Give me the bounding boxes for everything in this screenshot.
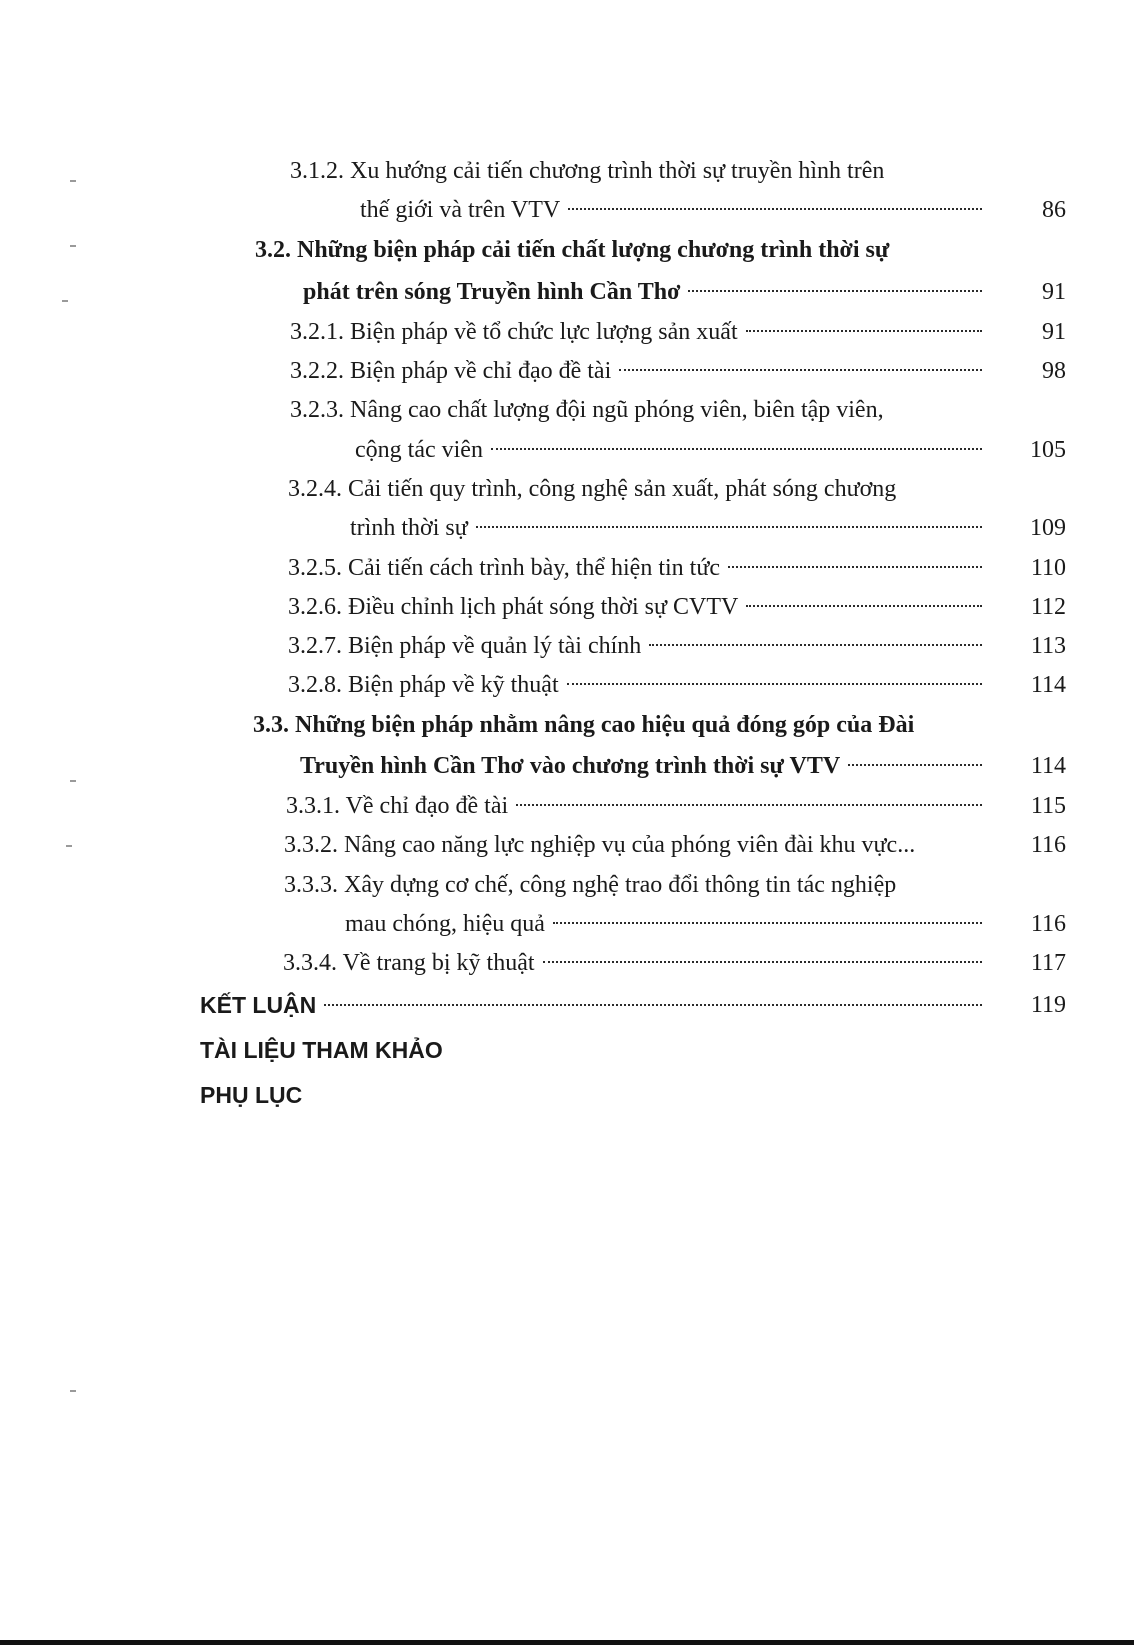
scan-mark [70,780,76,782]
toc-entry [0,351,1134,391]
toc-entry-title: cộng tác viên [355,437,483,463]
scan-mark [70,245,76,247]
toc-entry-title: 3.2.7. Biện pháp về quản lý tài chính [288,633,642,659]
toc-entry [0,943,1134,983]
dot-leader [553,921,982,924]
toc-entry [0,230,1134,270]
toc-page-number: 112 [1030,594,1066,620]
scan-mark [70,180,76,182]
toc-entry-title: Truyền hình Cần Thơ vào chương trình thời sự VTV [300,753,841,779]
toc-entry-title: 3.1.2. Xu hướng cải tiến chương trình thời sự truyền hình trên [290,158,885,184]
toc-entry [0,705,1134,745]
toc-page-number: 91 [1042,319,1066,345]
dot-leader [848,763,982,766]
toc-entry-title: PHỤ LỤC [200,1082,303,1108]
toc-entry [0,1075,1134,1115]
dot-leader [491,447,982,450]
toc-entry [0,469,1134,509]
toc-entry [0,390,1134,430]
toc-entry [0,587,1134,627]
toc-page-number: 115 [1030,793,1066,819]
toc-entry [0,746,1134,786]
toc-entry [0,1030,1134,1070]
toc-entry-title: mau chóng, hiệu quả [345,911,545,937]
toc-page-number: 119 [1030,992,1066,1018]
toc-page-number: 91 [1042,279,1066,305]
toc-entry-title: trình thời sự [350,515,468,541]
dot-leader [324,1003,982,1006]
toc-page-number: 116 [1030,832,1066,858]
dot-leader [543,960,982,963]
dot-leader [567,682,982,685]
toc-page-number: 98 [1042,358,1066,384]
toc-entry-title: 3.3.1. Về chỉ đạo đề tài [286,793,509,819]
scan-bottom-edge [0,1640,1134,1645]
toc-entry-title: 3.2.5. Cải tiến cách trình bày, thể hiện tin tức [288,555,720,581]
toc-page-number: 114 [1030,672,1066,698]
toc-entry-title: 3.2.8. Biện pháp về kỹ thuật [288,672,559,698]
toc-entry [0,508,1134,548]
dot-leader [746,604,982,607]
toc-page-number: 113 [1030,633,1066,659]
toc-entry-title: 3.2.6. Điều chỉnh lịch phát sóng thời sự CVTV [288,594,739,620]
toc-entry [0,430,1134,470]
toc-page-number: 116 [1030,911,1066,937]
toc-entry-title: 3.2.4. Cải tiến quy trình, công nghệ sản xuất, phát sóng chương [288,476,897,502]
toc-entry-title: 3.3.3. Xây dựng cơ chế, công nghệ trao đổi thông tin tác nghiệp [284,872,897,898]
toc-entry-title: 3.3.2. Nâng cao năng lực nghiệp vụ của phóng viên đài khu vực... [284,832,916,858]
dot-leader [649,643,982,646]
toc-entry [0,665,1134,705]
toc-page-number: 117 [1030,950,1066,976]
toc-entry [0,626,1134,666]
toc-entry-title: 3.2.2. Biện pháp về chỉ đạo đề tài [290,358,612,384]
toc-entry-title: 3.3.4. Về trang bị kỹ thuật [283,950,535,976]
toc-entry [0,190,1134,230]
toc-entry-title: 3.3. Những biện pháp nhằm nâng cao hiệu quả đóng góp của Đài [253,712,915,738]
toc-page-number: 105 [1030,437,1066,463]
toc-page-number: 114 [1030,753,1066,779]
toc-entry [0,151,1134,191]
toc-entry [0,786,1134,826]
toc-entry [0,272,1134,312]
dot-leader [688,289,982,292]
toc-entry-title: KẾT LUẬN [200,992,317,1018]
toc-page-number: 109 [1030,515,1066,541]
toc-entry-title: phát trên sóng Truyền hình Cần Thơ [303,279,681,305]
toc-entry-title: 3.2.1. Biện pháp về tổ chức lực lượng sản xuất [290,319,738,345]
dot-leader [728,565,982,568]
dot-leader [619,368,982,371]
scan-mark [66,845,72,847]
dot-leader [746,329,982,332]
toc-entry-title: 3.2. Những biện pháp cải tiến chất lượng chương trình thời sự [255,237,890,263]
toc-entry-title: 3.2.3. Nâng cao chất lượng đội ngũ phóng viên, biên tập viên, [290,397,884,423]
dot-leader [516,803,982,806]
toc-entry [0,904,1134,944]
toc-entry [0,548,1134,588]
toc-entry [0,825,1134,865]
toc-page-number: 110 [1030,555,1066,581]
toc-entry-title: TÀI LIỆU THAM KHẢO [200,1037,443,1063]
toc-entry [0,865,1134,905]
scan-mark [62,300,68,302]
toc-page-number: 86 [1042,197,1066,223]
dot-leader [568,207,982,210]
toc-entry-title: thế giới và trên VTV [360,197,561,223]
scan-mark [70,1390,76,1392]
toc-entry [0,985,1134,1025]
toc-entry [0,312,1134,352]
dot-leader [476,525,982,528]
